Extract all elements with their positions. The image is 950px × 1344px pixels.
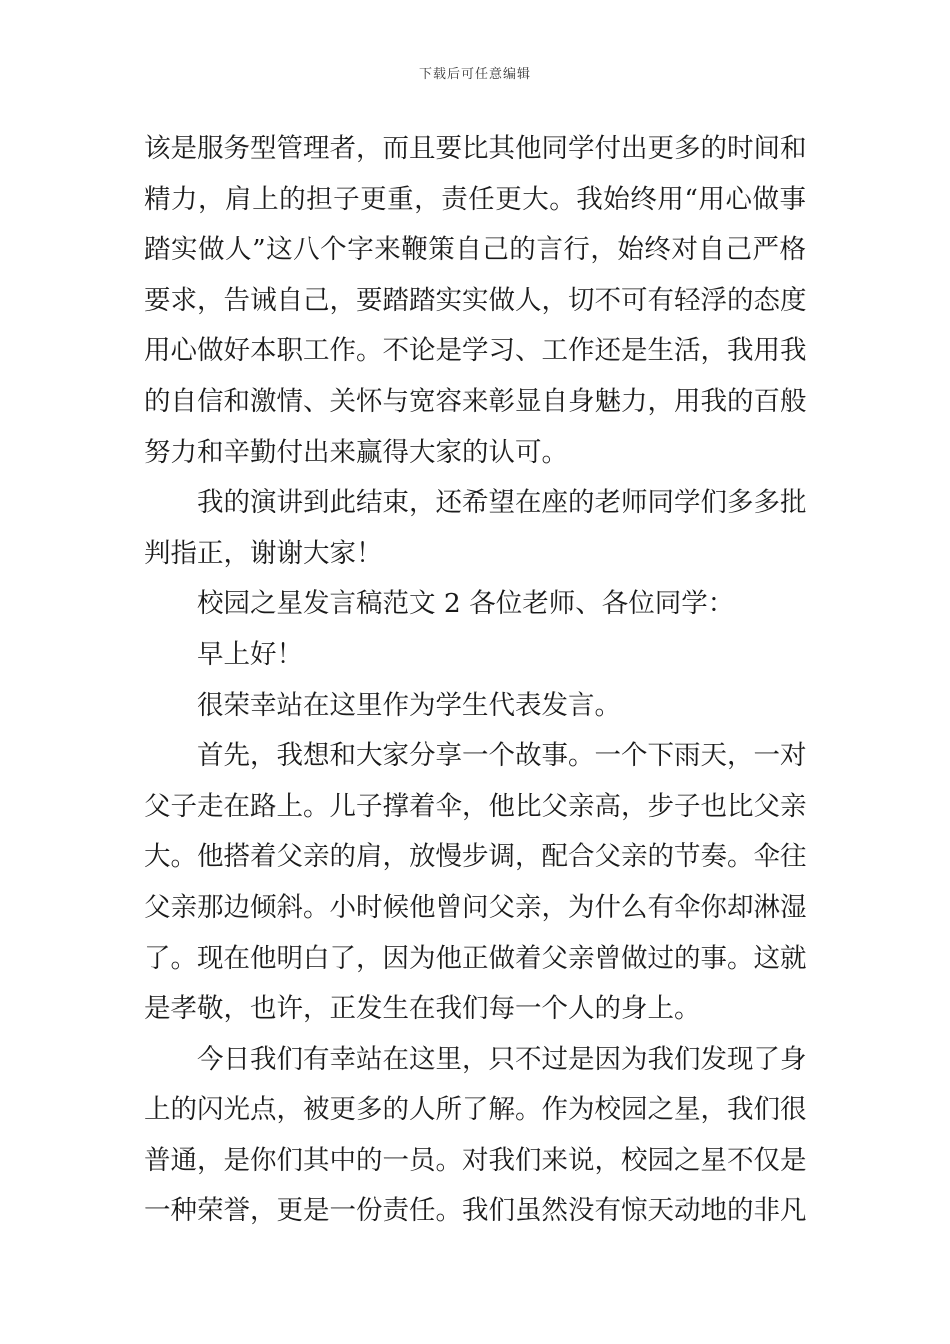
text-line: 精力，肩上的担子更重，责任更大。我始终用“用心做事 bbox=[144, 183, 806, 215]
text-line: 校园之星发言稿范文 2 各位老师、各位同学： bbox=[197, 588, 735, 620]
text-line: 父子走在路上。儿子撑着伞，他比父亲高，步子也比父亲 bbox=[144, 790, 807, 822]
text-line: 踏实做人”这八个字来鞭策自己的言行，始终对自己严格 bbox=[144, 234, 806, 266]
text-line: 今日我们有幸站在这里，只不过是因为我们发现了身 bbox=[197, 1043, 807, 1075]
text-line: 用心做好本职工作。不论是学习、工作还是生活，我用我 bbox=[144, 335, 807, 367]
text-line: 一种荣誉，更是一份责任。我们虽然没有惊天动地的非凡 bbox=[144, 1195, 807, 1227]
text-line: 了。现在他明白了，因为他正做着父亲曾做过的事。这就 bbox=[144, 942, 807, 974]
text-line: 父亲那边倾斜。小时候他曾问父亲，为什么有伞你却淋湿 bbox=[144, 891, 807, 923]
text-line: 是孝敬，也许，正发生在我们每一个人的身上。 bbox=[144, 993, 701, 1025]
document-body bbox=[144, 124, 806, 1237]
text-line: 上的闪光点，被更多的人所了解。作为校园之星，我们很 bbox=[144, 1094, 807, 1126]
text-line: 大。他搭着父亲的肩，放慢步调，配合父亲的节奏。伞往 bbox=[144, 841, 807, 873]
text-line: 的自信和激情、关怀与宽容来彰显自身魅力，用我的百般 bbox=[144, 385, 807, 417]
text-line: 很荣幸站在这里作为学生代表发言。 bbox=[197, 689, 621, 721]
text-line: 我的演讲到此结束，还希望在座的老师同学们多多批 bbox=[197, 487, 807, 519]
text-line: 普通，是你们其中的一员。对我们来说，校园之星不仅是 bbox=[144, 1144, 807, 1176]
text-line: 努力和辛勤付出来赢得大家的认可。 bbox=[144, 436, 568, 468]
text-line: 判指正，谢谢大家！ bbox=[144, 537, 383, 569]
text-line: 首先，我想和大家分享一个故事。一个下雨天，一对 bbox=[197, 740, 807, 772]
header-note: 下载后可任意编辑 bbox=[418, 67, 531, 82]
text-line: 该是服务型管理者，而且要比其他同学付出更多的时间和 bbox=[144, 133, 807, 164]
text-line: 要求，告诫自己，要踏踏实实做人，切不可有轻浮的态度 bbox=[144, 284, 807, 316]
text-line: 早上好！ bbox=[197, 638, 303, 670]
